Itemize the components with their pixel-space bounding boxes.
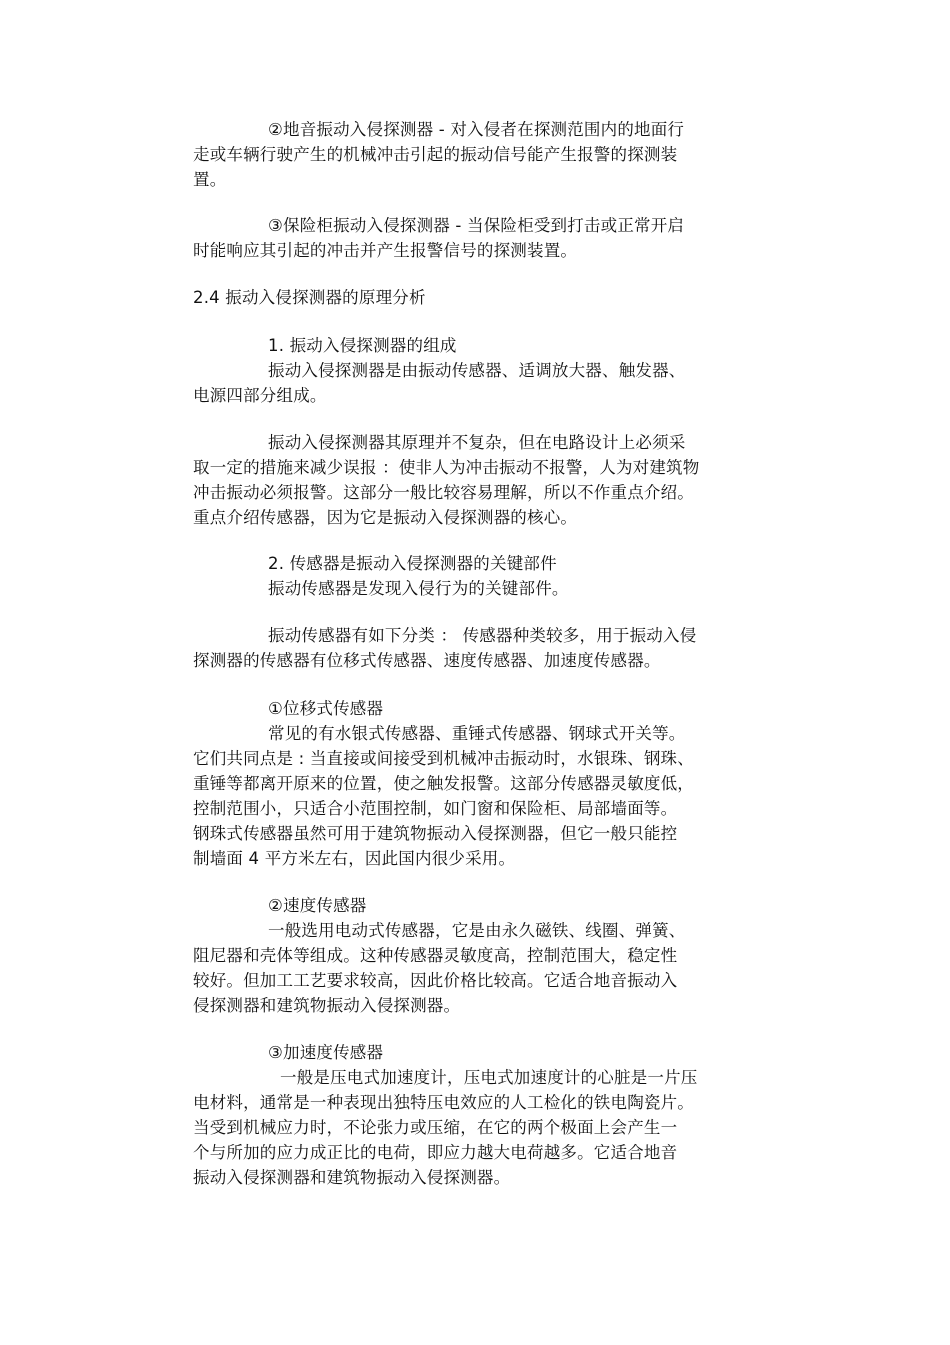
paragraph-line: 振动传感器是发现入侵行为的关键部件。 [268,579,569,598]
paragraph-line: 电材料，通常是一种表现出独特压电效应的人工检化的铁电陶瓷片。 [193,1093,694,1112]
paragraph-line: 振动入侵探测器和建筑物振动入侵探测器。 [193,1168,511,1187]
paragraph-line: 振动传感器有如下分类 ： 传感器种类较多，用于振动入侵 [268,626,697,645]
item-heading: ②速度传感器 [268,896,367,915]
paragraph-line: 重锤等都离开原来的位置，使之触发报警。这部分传感器灵敏度低， [193,774,694,793]
paragraph-line: 探测器的传感器有位移式传感器、速度传感器、加速度传感器。 [193,651,661,670]
paragraph-line: 较好。但加工工艺要求较高，因此价格比较高。它适合地音振动入 [193,971,678,990]
paragraph-line: 取一定的措施来减少误报 ：使非人为冲击振动不报警，人为对建筑物 [193,458,700,477]
section-heading: 2.4 振动入侵探测器的原理分析 [193,288,426,307]
subsection-heading: 2. 传感器是振动入侵探测器的关键部件 [268,554,557,573]
paragraph-line: 振动入侵探测器是由振动传感器、适调放大器、触发器、 [268,361,686,380]
paragraph-line: 一般是压电式加速度计，压电式加速度计的心脏是一片压 [280,1068,698,1087]
paragraph-line: ②地音振动入侵探测器 - 对入侵者在探测范围内的地面行 [268,120,685,139]
paragraph-line: 阻尼器和壳体等组成。这种传感器灵敏度高，控制范围大，稳定性 [193,946,678,965]
subsection-heading: 1. 振动入侵探测器的组成 [268,336,457,355]
paragraph-line: 它们共同点是 : 当直接或间接受到机械冲击振动时，水银珠、钢珠、 [193,749,694,768]
paragraph-line: 置。 [193,170,227,189]
paragraph-line: 冲击振动必须报警。这部分一般比较容易理解，所以不作重点介绍。 [193,483,694,502]
paragraph-line: 个与所加的应力成正比的电荷，即应力越大电荷越多。它适合地音 [193,1143,678,1162]
paragraph-line: 重点介绍传感器，因为它是振动入侵探测器的核心。 [193,508,578,527]
paragraph-line: 制墙面 4 平方米左右，因此国内很少采用。 [193,849,516,868]
paragraph-line: 控制范围小，只适合小范围控制，如门窗和保险柜、局部墙面等。 [193,799,678,818]
paragraph-line: 常见的有水银式传感器、重锤式传感器、钢球式开关等。 [268,724,686,743]
item-heading: ③加速度传感器 [268,1043,384,1062]
paragraph-line: 当受到机械应力时，不论张力或压缩，在它的两个极面上会产生一 [193,1118,678,1137]
paragraph-line: 钢珠式传感器虽然可用于建筑物振动入侵探测器，但它一般只能控 [193,824,678,843]
paragraph-line: 电源四部分组成。 [193,386,327,405]
paragraph-line: 一般选用电动式传感器，它是由永久磁铁、线圈、弹簧、 [268,921,686,940]
item-heading: ①位移式传感器 [268,699,384,718]
paragraph-line: 振动入侵探测器其原理并不复杂，但在电路设计上必须采 [268,433,686,452]
paragraph-line: 时能响应其引起的冲击并产生报警信号的探测装置。 [193,241,578,260]
paragraph-line: 侵探测器和建筑物振动入侵探测器。 [193,996,461,1015]
paragraph-line: ③保险柜振动入侵探测器 - 当保险柜受到打击或正常开启 [268,216,685,235]
paragraph-line: 走或车辆行驶产生的机械冲击引起的振动信号能产生报警的探测装 [193,145,678,164]
